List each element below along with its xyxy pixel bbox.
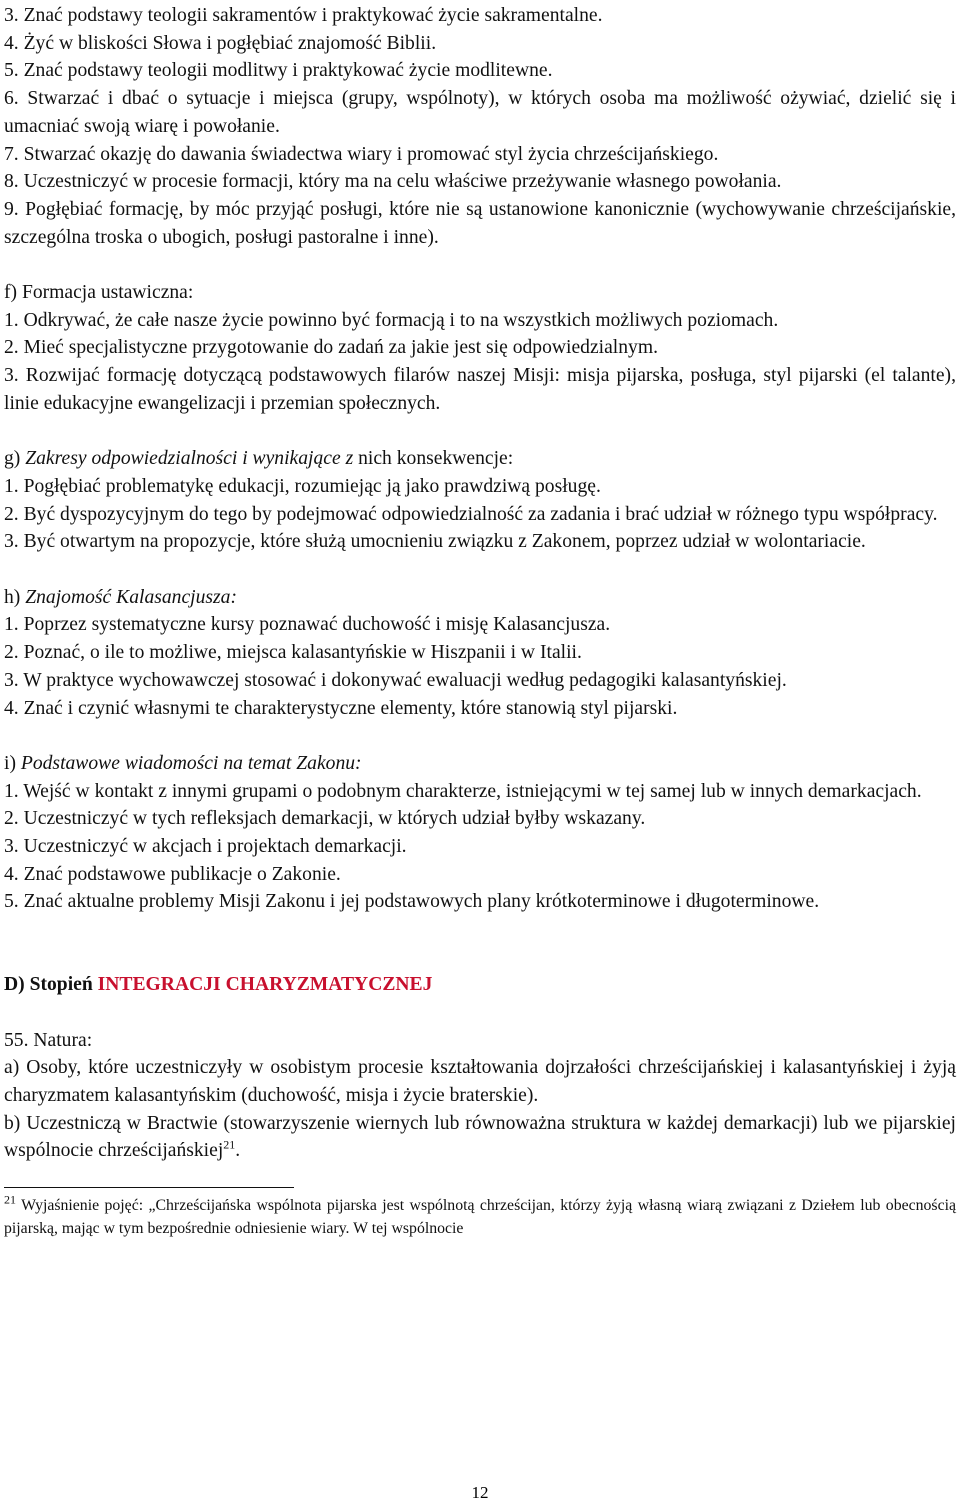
list-item: 2. Uczestniczyć w tych refleksjach demarkacji, w których udział byłby wskazany. [4,808,646,830]
spacer [4,916,956,971]
heading-prefix: i) [4,752,21,774]
footnote [4,1194,956,1240]
list-item: 7. Stwarzać okazję do dawania świadectwa wiary i promować styl życia chrześcijańskiego. [4,143,719,165]
list-item: a) Osoby, które uczestniczyły w osobistym procesie kształtowania dojrzałości chrześcijańskiej i kalasantyńskiej i żyją charyzmatem kalasantyńskim (duchowość, misja i życie braterskie). [4,1057,956,1106]
spacer [4,722,956,750]
list-item: 1. Pogłębiać problematykę edukacji, rozumiejąc ją jako prawdziwą posługę. [4,475,601,497]
list-item: 5. Znać podstawy teologii modlitwy i praktykować życie modlitewne. [4,60,553,82]
section-55 [4,1027,956,1166]
list-item: 2. Być dyspozycyjnym do tego by podejmować odpowiedzialność za zadania i brać udział w różnego typu współpracy. [4,503,938,525]
section-i [4,750,956,916]
list-item: 3. W praktyce wychowawczej stosować i dokonywać ewaluacji według pedagogiki kalasantyńskiej. [4,669,787,691]
list-item: 5. Znać aktualne problemy Misji Zakonu i jej podstawowych plany krótkoterminowe i długoterminowe. [4,891,820,913]
list-item: 4. Znać i czynić własnymi te charakterystyczne elementy, które stanowią styl pijarski. [4,697,678,719]
section-h [4,584,956,723]
list-item: 6. Stwarzać i dbać o sytuacje i miejsca (grupy, wspólnoty), w których osoba ma możliwość ożywiać, dzielić się i umacniać swoją wiarę i powołanie. [4,88,956,137]
item-text: b) Uczestniczą w Bractwie (stowarzyszenie wiernych lub równoważna struktura w każdej demarkacji) lub we pijarskiej wspólnocie chrześcijańskiej [4,1112,956,1162]
footnote-number: 21 [4,1192,16,1207]
heading-suffix: nich konsekwencje: [353,448,514,470]
heading-italic: Podstawowe wiadomości na temat Zakonu: [20,752,362,774]
list-item: 3. Uczestniczyć w akcjach i projektach demarkacji. [4,836,407,858]
heading-prefix: D) Stopień [4,974,98,996]
list-item: 1. Odkrywać, że całe nasze życie powinno być formacją i to na wszystkich możliwych poziomach. [4,309,779,331]
list-item [4,1110,956,1165]
heading-italic: Zakresy odpowiedzialności i wynikające z [25,448,354,470]
list-item: 4. Znać podstawowe publikacje o Zakonie. [4,863,341,885]
heading-highlight: INTEGRACJI CHARYZMATYCZNEJ [97,974,433,996]
list-item: 4. Żyć w bliskości Słowa i pogłębiać znajomość Biblii. [4,32,437,54]
section-heading: 55. Natura: [4,1029,93,1051]
item-end: . [235,1140,241,1162]
spacer [4,556,956,584]
list-item: 3. Znać podstawy teologii sakramentów i praktykować życie sakramentalne. [4,5,603,26]
intro-list [4,2,956,251]
section-heading [4,750,956,778]
list-item: 1. Wejść w kontakt z innymi grupami o podobnym charakterze, istniejącymi w tej samej lub w innych demarkacjach. [4,780,922,802]
page-number: 12 [471,1483,489,1502]
list-item: 2. Mieć specjalistyczne przygotowanie do zadań za jakie jest się odpowiedzialnym. [4,337,658,359]
section-heading [4,584,956,612]
spacer [4,999,956,1027]
heading-italic: Znajomość Kalasancjusza: [25,586,237,608]
list-item: 9. Pogłębiać formację, by móc przyjąć posługi, które nie są ustanowione kanonicznie (wychowywanie chrześcijańskie, szczególna troska o ubogich, posługi pastoralne i inne). [4,198,956,248]
list-item: 3. Być otwartym na propozycje, które służą umocnieniu związku z Zakonem, poprzez udział w wolontariacie. [4,531,866,553]
section-heading [4,445,956,473]
list-item: 8. Uczestniczyć w procesie formacji, który ma na celu właściwe przeżywanie własnego powołania. [4,171,782,193]
footnote-reference[interactable]: 21 [223,1137,236,1152]
section-f [4,279,956,418]
section-heading: f) Formacja ustawiczna: [4,282,194,304]
footnote-separator [4,1187,294,1188]
spacer [4,418,956,446]
list-item: 3. Rozwijać formację dotyczącą podstawowych filarów naszej Misji: misja pijarska, posługa, styl pijarski (el talante), linie edukacyjne ewangelizacji i przemian społecznych. [4,365,956,414]
section-g [4,445,956,556]
section-d [4,971,956,999]
footnote-text: Wyjaśnienie pojęć: „Chrześcijańska wspólnota pijarska jest wspólnotą chrześcijan, którzy żyją własną wiarą związani z Dziełem lub obecnością pijarską, mając w tym bezpośrednie odniesienie wiary. W tej wspólnocie [4,1197,956,1238]
heading-prefix: g) [4,448,26,470]
section-heading [4,971,956,999]
list-item: 2. Poznać, o ile to możliwe, miejsca kalasantyńskie w Hiszpanii i w Italii. [4,642,582,664]
heading-prefix: h) [4,586,26,608]
spacer [4,251,956,279]
list-item: 1. Poprzez systematyczne kursy poznawać duchowość i misję Kalasancjusza. [4,614,611,636]
